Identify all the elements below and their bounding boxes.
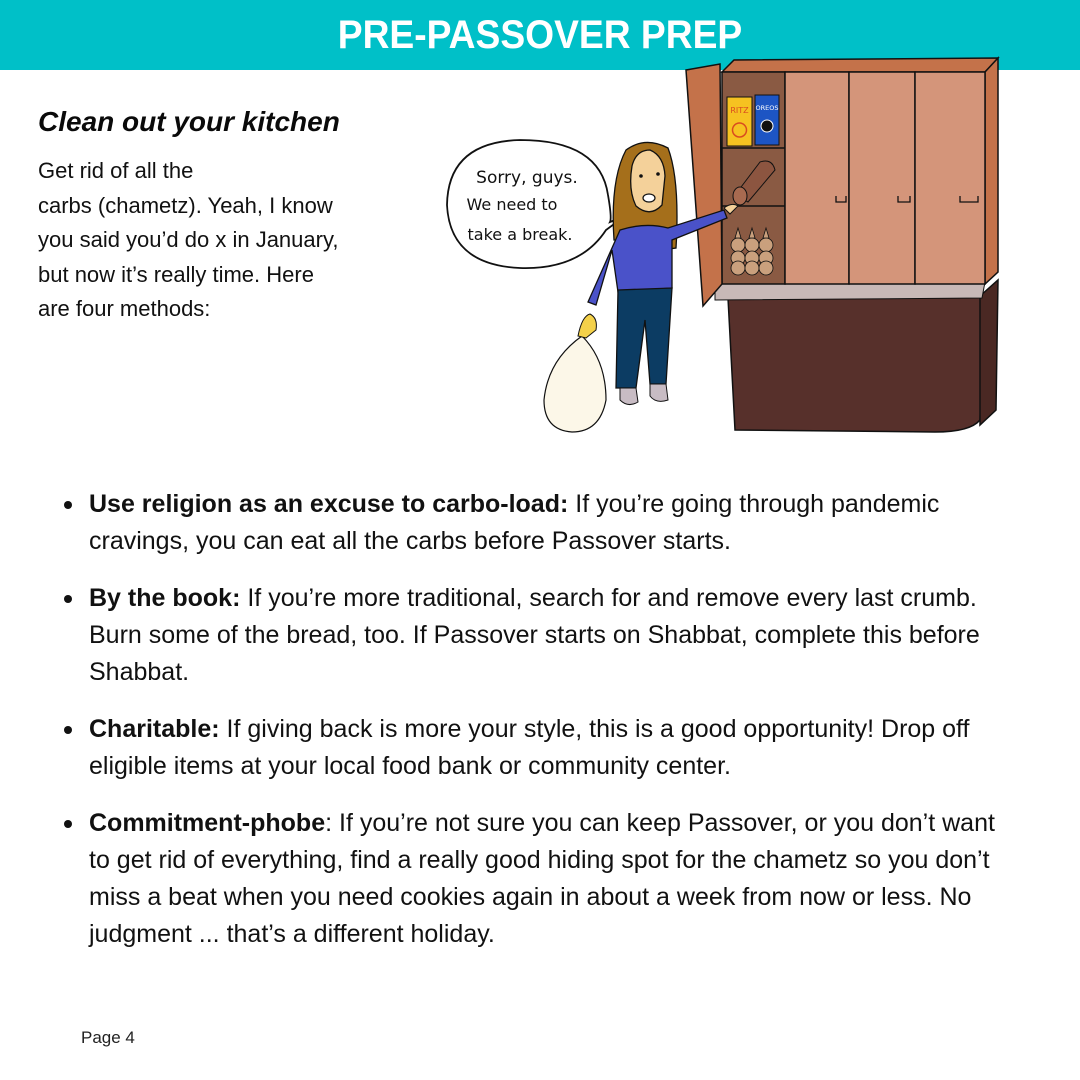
- method-text: If you’re going through pandemic cravings, you can eat all the carbs before Passover starts.: [89, 490, 940, 555]
- lower-cabinet: [728, 296, 985, 432]
- intro-line: Get rid of all the: [38, 158, 194, 183]
- method-item: [60, 805, 1020, 953]
- ritz-label: RITZ: [730, 106, 749, 115]
- bullet-icon: [64, 820, 72, 828]
- trash-bag: [544, 336, 606, 432]
- page-number: Page 4: [81, 1028, 135, 1047]
- intro-paragraph: [38, 154, 398, 327]
- intro-line: carbs (chametz). Yeah, I know: [38, 192, 333, 218]
- methods-list: [60, 486, 1020, 973]
- cabinet-door: [785, 72, 849, 284]
- bullet-icon: [64, 501, 72, 509]
- speech-line: take a break.: [467, 225, 573, 244]
- speech-line: We need to: [466, 195, 558, 214]
- method-item: [60, 580, 1020, 691]
- method-title: Commitment-phobe: [89, 809, 326, 837]
- method-item: [60, 711, 1020, 785]
- method-text: : If you’re not sure you can keep Passover, or you don’t want to get rid of everything, find a really good hiding spot for the chametz so you don’t miss a beat when you need cookies again in about a week from now or less. No judgment ... that’s a different holiday.: [89, 809, 995, 948]
- method-text: If giving back is more your style, this is a good opportunity! Drop off eligible items at your local food bank or community center.: [89, 715, 970, 780]
- section-subheading: Clean out your kitchen: [38, 106, 340, 137]
- ritz-box: [727, 97, 752, 146]
- intro-line: are four methods:: [38, 296, 211, 321]
- page-title: PRE-PASSOVER PREP: [337, 13, 743, 57]
- bagel-bags: [731, 228, 773, 275]
- oreos-label: OREOS: [755, 104, 779, 112]
- method-item: [60, 486, 1020, 560]
- bullet-icon: [64, 595, 72, 603]
- speech-line: Sorry, guys.: [476, 168, 578, 188]
- open-cabinet-door: [686, 64, 722, 306]
- cabinet-door: [915, 72, 985, 284]
- intro-line: you said you’d do x in January,: [38, 227, 339, 252]
- kitchen-illustration: [430, 55, 1030, 440]
- method-title: By the book:: [89, 584, 241, 612]
- method-title: Use religion as an excuse to carbo-load:: [89, 490, 569, 518]
- method-title: Charitable:: [89, 715, 220, 743]
- intro-line: but now it’s really time. Here: [38, 261, 314, 287]
- cabinet-door: [849, 72, 915, 284]
- method-text: If you’re more traditional, search for and remove every last crumb. Burn some of the bread, too. If Passover starts on Shabbat, complete this before Shabbat.: [89, 584, 980, 686]
- bullet-icon: [64, 726, 72, 734]
